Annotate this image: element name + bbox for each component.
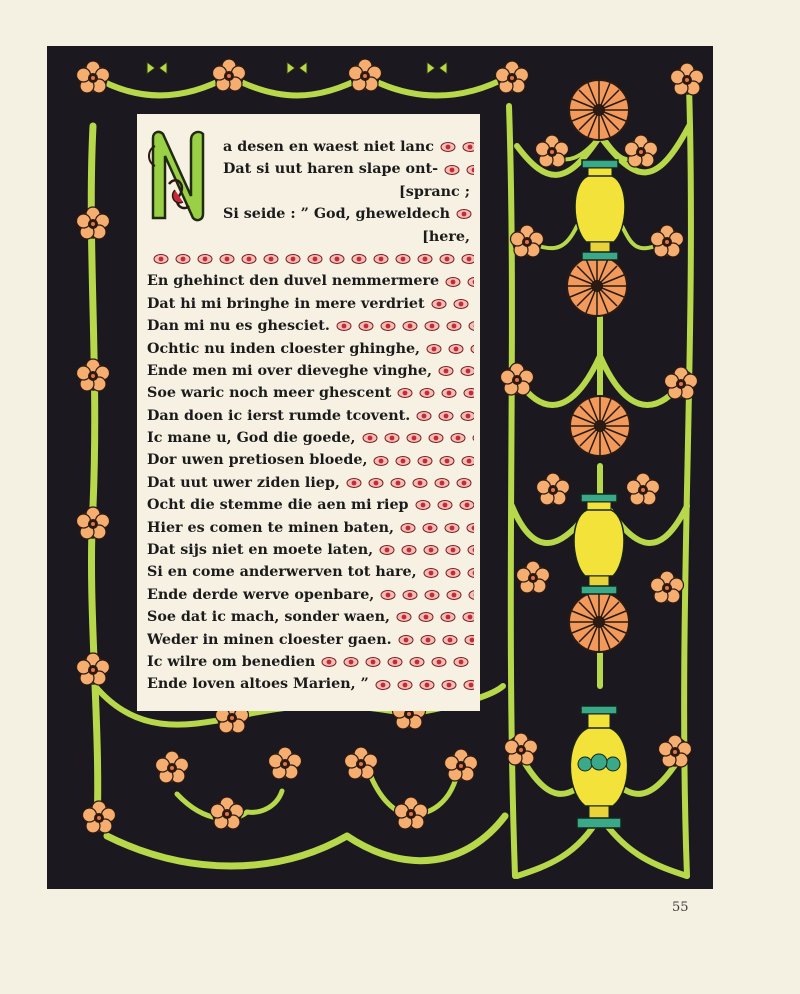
line-filler-ornament xyxy=(375,679,474,691)
verse-line-text: Soe dat ic mach, sonder waen, xyxy=(147,609,390,626)
line-filler-ornament xyxy=(415,499,474,511)
line-filler-ornament xyxy=(336,320,474,332)
verse-line xyxy=(147,472,474,494)
verse-line xyxy=(147,561,474,583)
verse-line-text: Dat hi mi bringhe in mere verdriet xyxy=(147,295,425,312)
verse-line-text: [here, xyxy=(422,228,470,245)
line-filler-ornament xyxy=(373,455,474,467)
line-filler-ornament xyxy=(379,544,474,556)
verse-line xyxy=(147,449,474,471)
line-filler-ornament xyxy=(456,208,474,220)
line-filler-ornament xyxy=(380,589,474,601)
verse-line xyxy=(147,382,474,404)
line-filler-ornament xyxy=(440,141,474,153)
verse-line-text: Dat si uut haren slape ont- xyxy=(223,161,439,178)
line-filler-ornament xyxy=(445,276,474,288)
verse-line xyxy=(147,360,474,382)
verse-line-text: Ic wilre om benedien xyxy=(147,653,316,670)
verse-line-text: Dan doen ic ierst rumde tcovent. xyxy=(147,407,411,424)
line-filler-ornament xyxy=(416,410,474,422)
page-number: 55 xyxy=(672,900,689,915)
line-filler-ornament xyxy=(321,656,474,668)
line-filler-ornament xyxy=(398,634,474,646)
verse-line-text: Ocht die stemme die aen mi riep xyxy=(147,497,409,514)
verse-line xyxy=(147,629,474,651)
verse-line xyxy=(147,338,474,360)
verse-line-text: Hier es comen te minen baten, xyxy=(147,519,394,536)
verse-line-text: Soe waric noch meer ghescent xyxy=(147,385,392,402)
verse-line xyxy=(147,517,474,539)
verse-line xyxy=(147,270,474,292)
verse-line-text: Ende derde werve openbare, xyxy=(147,586,375,603)
verse-line-text: Ende men mi over dieveghe vinghe, xyxy=(147,362,432,379)
verse-line-text: Si seide : ” God, gheweldech xyxy=(223,206,451,223)
verse-line xyxy=(147,606,474,628)
illuminated-page-frame xyxy=(47,46,713,889)
line-filler-ornament xyxy=(153,253,474,265)
verse-line xyxy=(147,539,474,561)
verse-line-text: [spranc ; xyxy=(399,183,470,200)
verse-line xyxy=(147,494,474,516)
line-filler-ornament xyxy=(426,343,474,355)
verse-line xyxy=(147,248,474,270)
line-filler-ornament xyxy=(431,298,474,310)
line-filler-ornament xyxy=(346,477,474,489)
verse-line-text: Ende loven altoes Marien, ” xyxy=(147,676,369,693)
verse-line xyxy=(147,293,474,315)
verse-line xyxy=(147,651,474,673)
verse-line xyxy=(147,673,474,695)
line-filler-ornament xyxy=(423,567,474,579)
verse-line xyxy=(147,584,474,606)
verse-line-text: Dat uut uwer ziden liep, xyxy=(147,474,340,491)
verse-line-text: Ochtic nu inden cloester ghinghe, xyxy=(147,340,421,357)
verse-line xyxy=(147,226,474,248)
verse-line-text: Dor uwen pretiosen bloede, xyxy=(147,452,368,469)
verse-line-text: Ic mane u, God die goede, xyxy=(147,430,356,447)
line-filler-ornament xyxy=(397,387,474,399)
verse-line-text: Weder in minen cloester gaen. xyxy=(147,631,392,648)
verse-line-text: En ghehinct den duvel nemmermere xyxy=(147,273,440,290)
line-filler-ornament xyxy=(438,365,474,377)
line-filler-ornament xyxy=(444,164,474,176)
line-filler-ornament xyxy=(396,611,474,623)
initial-letter-n-illustration xyxy=(147,126,211,224)
verse-line-text: a desen en waest niet lanc xyxy=(223,139,434,155)
verse-line xyxy=(147,315,474,337)
verse-text-panel xyxy=(137,114,480,711)
line-filler-ornament xyxy=(400,522,474,534)
verse-line-text: Dat sijs niet en moete laten, xyxy=(147,542,374,559)
verse-line xyxy=(147,427,474,449)
verse-line xyxy=(147,405,474,427)
line-filler-ornament xyxy=(362,432,475,444)
verse-line-text: Dan mi nu es ghesciet. xyxy=(147,318,330,335)
verse-line-text: Si en come anderwerven tot hare, xyxy=(147,564,417,581)
